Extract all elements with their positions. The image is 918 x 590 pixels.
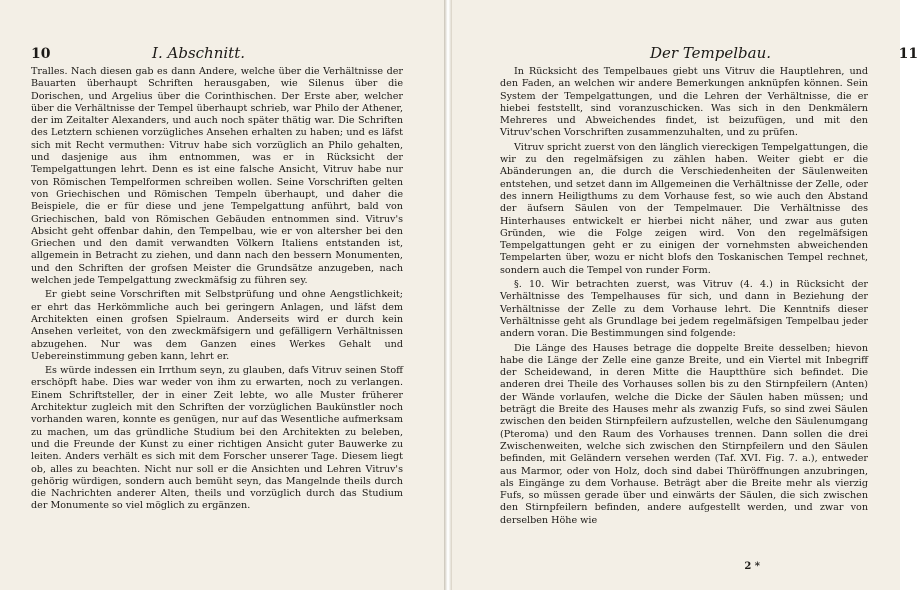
paragraph: Die Länge des Hauses betrage die doppelte Breite desselben; hievon habe die Länge der Zelle eine ganze Breite, und ein Viertel mit Inbegriff der Scheidewand, in deren Mitte die Hauptthüre sich befindet. Die anderen drei Theile des Vorhauses sollen bis zu den Stirnpfeilern (Anten) der Wände vorlaufen, welche die Dicke der Säulen haben müssen; und beträgt die Breite des Hauses mehr als zwanzig Fufs, so sind zwei Säulen zwischen den beiden Stirnpfeilern aufzustellen, welche den Säulenumgang (Pteroma) und den Raum des Vorhauses trennen. Dann sollen die drei Zwischenweiten, welche sich zwischen den Stirnpfeilern und den Säulen befinden, mit Geländern versehen werden (Taf. XVI. Fig. 7. a.), entweder aus Marmor, oder von Holz, doch sind dabei Thüröffnungen anzubringen, als Eingänge zu dem Vorhause. Beträgt aber die Breite mehr als vierzig Fufs, so müssen gerade über und einwärts der Säulen, die sich zwischen den Stirnpfeilern befinden, andere aufgestellt werden, und zwar von derselben Höhe wie: [500, 342, 868, 526]
left-page: [0, 0, 444, 590]
right-page: [452, 0, 918, 590]
paragraph: In Rücksicht des Tempelbaues giebt uns Vitruv die Hauptlehren, und den Faden, an welchen wir andere Bemerkungen anknüpfen können. Sein System der Tempelgattungen, und die Lehren der Verhältnisse, die er hiebei feststellt, sind voranzuschicken. Was sich in den Denkmälern Mehreres und Abweichendes findet, ist beizufügen, und mit den Vitruv'schen Vorschriften zusammenzuhalten, und zu prüfen.: [500, 66, 868, 139]
right-page-number: 11: [898, 46, 918, 62]
left-running-head: [31, 44, 245, 62]
left-body-text: [31, 66, 403, 515]
paragraph: Vitruv spricht zuerst von den länglich viereckigen Tempelgattungen, die wir zu den regelmäfsigen zu zählen haben. Weiter giebt er die Abänderungen an, die durch die Verschiedenheiten der Säulenweiten entstehen, und setzet dann im Allgemeinen die Verhältnisse der Zelle, oder des innern Heiligthums zu dem Vorhause fest, so wie auch den Abstand der äufsern Säulen von der Tempelmauer. Die Verhältnisse des Hinterhauses entwickelt er hierbei nicht näher, und zwar aus guten Gründen, wie die Folge zeigen wird. Von den regelmäfsigen Tempelgattungen geht er zu einigen der vornehmsten abweichenden Tempelarten über, wozu er nicht blofs den Toskanischen Tempel rechnet, sondern auch die Tempel von runder Form.: [500, 141, 868, 276]
paragraph: Es würde indessen ein Irrthum seyn, zu glauben, dafs Vitruv seinen Stoff erschöpft habe. Dies war weder von ihm zu erwarten, noch zu verlangen. Einem Schriftsteller, der in einer Zeit lebte, wo alle Muster früherer Architektur zugleich mit den Schriften der vorzüglichen Baukünstler noch vorhanden waren, konnte es genügen, nur auf das Wesentliche aufmerksam zu machen, um das gründliche Studium bei den Architekten zu beleben, und die Freunde der Kunst zu einer richtigen Ansicht guter Bauwerke zu leiten. Anders verhält es sich mit dem Forscher unserer Tage. Diesem liegt ob, alles zu beachten. Nicht nur soll er die Ansichten und Lehren Vitruv's gehörig würdigen, sondern auch bemüht seyn, das Mangelnde theils durch die Nachrichten anderer Alten, theils und vorzüglich durch das Studium der Monumente so viel möglich zu ergänzen.: [31, 365, 403, 512]
right-running-head: [650, 44, 918, 62]
right-head-title: Der Tempelbau.: [650, 44, 772, 62]
paragraph: Er giebt seine Vorschriften mit Selbstprüfung und ohne Aengstlichkeit; er ehrt das Herkömmliche auch bei geringern Anlagen, und läfst dem Architekten einen grofsen Spielraum. Anderseits wird er durch kein Ansehen verleitet, von den zweckmäfsigern und gefälligern Verhältnissen abzugehen. Nur was dem Ganzen eines Werkes Gehalt und Uebereinstimmung geben kann, lehrt er.: [31, 289, 403, 362]
paragraph: Tralles. Nach diesen gab es dann Andere, welche über die Verhältnisse der Bauarten überhaupt Schriften herausgaben, wie Silenus über die Dorischen, und Argelius über die Corinthischen. Der Erste aber, welcher über die Verhältnisse der Tempel überhaupt schrieb, war Philo der Athener, der im Zeitalter Alexanders, und auch noch später thätig war. Die Schriften des Letztern schienen vorzügliches Ansehen erhalten zu haben; und es läfst sich mit Recht vermuthen: Vitruv habe sich vorzüglich an Philo gehalten, und dasjenige aus ihm entnommen, was er in Rücksicht der Tempelgattungen lehrt. Denn es ist eine falsche Ansicht, Vitruv habe nur von Römischen Tempelformen schreiben wollen. Seine Vorschriften gelten von Griechischen und Römischen Tempeln überhaupt, und daher die Beispiele, die er für diese und jene Tempelgattung anführt, bald von Griechischen, bald von Römischen Gebäuden entnommen sind. Vitruv's Absicht geht offenbar dahin, den Tempelbau, wie er von altersher bei den Griechen und den damit verwandten Völkern Italiens entstanden ist, allgemein in Betracht zu ziehen, und dann nach den bessern Monumenten, und den Schriften der grofsen Meister die Grundsätze anzugeben, nach welchen jede Tempelgattung zweckmäfsig zu führen sey.: [31, 66, 403, 287]
signature-mark: 2 *: [744, 561, 760, 572]
left-head-title: I. Abschnitt.: [152, 44, 245, 62]
book-gutter: [444, 0, 452, 590]
paragraph: §. 10. Wir betrachten zuerst, was Vitruv (4. 4.) in Rücksicht der Verhältnisse des Tempelhauses für sich, und dann in Beziehung der Verhältnisse der Zelle zu dem Vorhause lehrt. Die Kenntnifs dieser Verhältnisse geht als Grundlage bei jedem regelmäfsigen Tempelbau jeder andern voran. Die Bestimmungen sind folgende:: [500, 279, 868, 340]
left-page-number: 10: [31, 46, 51, 62]
right-body-text: [500, 66, 868, 529]
